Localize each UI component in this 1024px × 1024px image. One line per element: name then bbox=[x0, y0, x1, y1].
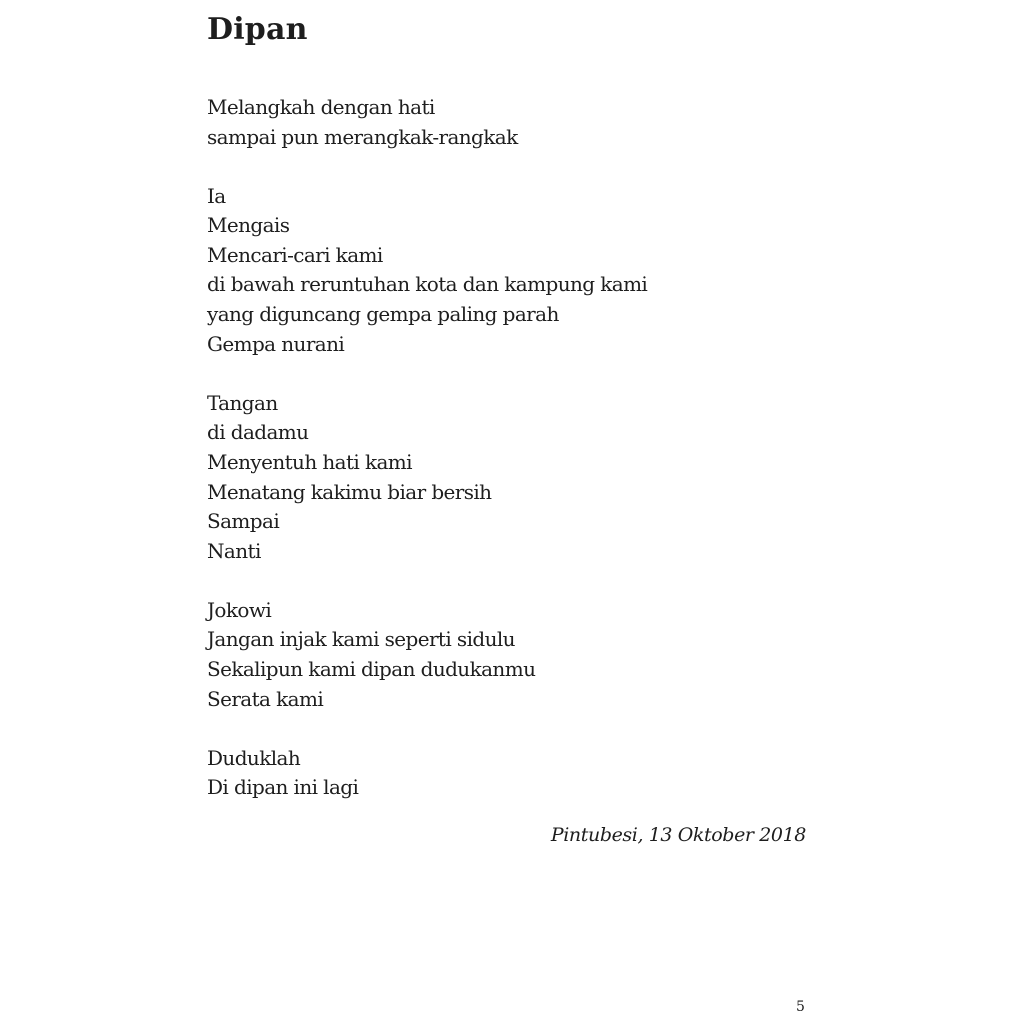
poem-line: Tangan bbox=[207, 390, 278, 415]
poem-line: Jokowi bbox=[207, 597, 272, 622]
poem-line: di dadamu bbox=[207, 420, 309, 445]
poem-line: Duduklah bbox=[207, 745, 301, 770]
poem-line: Mencari-cari kami bbox=[207, 242, 383, 267]
poem-line: yang diguncang gempa paling parah bbox=[207, 302, 559, 327]
poem-line: Nanti bbox=[207, 538, 261, 563]
poem-line: Di dipan ini lagi bbox=[207, 775, 359, 800]
poem-line: Menyentuh hati kami bbox=[207, 449, 412, 474]
poem-line: Sekalipun kami dipan dudukanmu bbox=[207, 657, 536, 681]
poem-line: Sampai bbox=[207, 509, 280, 534]
poem-line: di bawah reruntuhan kota dan kampung kami bbox=[207, 272, 648, 297]
stanza-1 bbox=[207, 93, 807, 152]
poem-signature: Pintubesi, 13 Oktober 2018 bbox=[550, 824, 806, 846]
poem-line: Menatang kakimu biar bersih bbox=[207, 479, 492, 504]
poem-line: Ia bbox=[207, 183, 226, 208]
stanza-2 bbox=[207, 182, 807, 360]
poem-line: Mengais bbox=[207, 213, 290, 238]
poem-line: Serata kami bbox=[207, 686, 324, 711]
poem-body bbox=[207, 93, 807, 832]
page-number: 5 bbox=[796, 999, 805, 1015]
poem-line: Melangkah dengan hati bbox=[207, 95, 435, 119]
poem-line: Gempa nurani bbox=[207, 331, 345, 356]
poem-line: sampai pun merangkak-rangkak bbox=[207, 124, 518, 149]
poem-title: Dipan bbox=[207, 12, 308, 47]
stanza-5 bbox=[207, 744, 807, 803]
stanza-4 bbox=[207, 596, 807, 714]
stanza-3 bbox=[207, 389, 807, 567]
poem-line: Jangan injak kami seperti sidulu bbox=[207, 627, 515, 652]
